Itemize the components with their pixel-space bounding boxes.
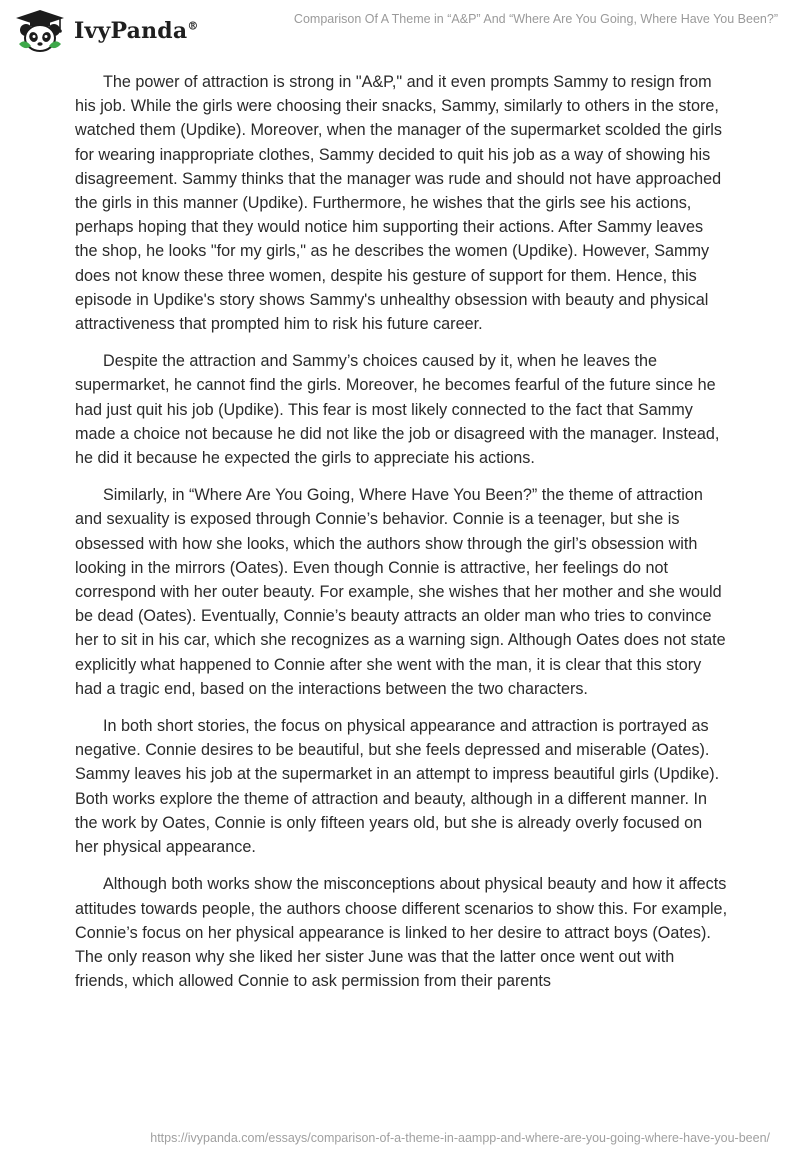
paragraph: Similarly, in “Where Are You Going, Where Have You Been?” the theme of attraction and sexuality is exposed through Connie’s behavior. Connie is a teenager, but she is obsessed with how she looks, which the authors show through the girl’s obsession with looking in the mirrors (Oates). Even though Connie is attractive, her feelings do not correspond with her outer beauty. For example, she wishes that her mother and she would be dead (Oates). Eventually, Connie’s beauty attracts an older man who tries to convince her to sit in his car, which she recognizes as a warning sign. Although Oates does not state explicitly what happened to Connie after she went with the man, it is clear that this story had a tragic end, based on the interactions between the two characters. (75, 486, 726, 698)
page-header (0, 0, 800, 60)
document-title: Comparison Of A Theme in “A&P” And “Where Are You Going, Where Have You Been?” (293, 12, 778, 26)
paragraph: The power of attraction is strong in "A&P," and it even prompts Sammy to resign from his job. While the girls were choosing their snacks, Sammy, similarly to others in the store, watched them (Updike). Moreover, when the manager of the supermarket scolded the girls for wearing inappropriate clothes, Sammy decided to quit his job as a way of showing his disagreement. Sammy thinks that the manager was rude and should not have approached the girls in this manner (Updike). Furthermore, he wishes that the girls see his actions, perhaps hoping that they would notice him supporting their actions. After Sammy leaves the shop, he looks "for my girls," as he describes the women (Updike). However, Sammy does not know these three women, despite his gesture of support for them. Hence, this episode in Updike's story shows Sammy's unhealthy obsession with beauty and physical attractiveness that prompted him to risk his future career. (75, 73, 722, 334)
paragraph: In both short stories, the focus on physical appearance and attraction is portrayed as negative. Connie desires to be beautiful, but she feels depressed and miserable (Oates). Sammy leaves his job at the supermarket in an attempt to impress beautiful girls (Updike). Both works explore the theme of attraction and beauty, although in a different manner. In the work by Oates, Connie is only fifteen years old, but she is already overly focused on her physical appearance. (75, 717, 720, 857)
paragraph: Although both works show the misconceptions about physical beauty and how it affects attitudes towards people, the authors choose different scenarios to show this. For example, Connie’s focus on her physical appearance is linked to her desire to attract boys (Oates). The only reason why she liked her sister June was that the latter once went out with friends, which allowed Connie to ask permission from their parents (75, 875, 728, 991)
essay-body (75, 70, 730, 1006)
ivypanda-logo[interactable] (14, 8, 199, 54)
paragraph: Despite the attraction and Sammy’s choices caused by it, when he leaves the supermarket, he cannot find the girls. Moreover, he becomes fearful of the future since he had just quit his job (Updike). This fear is most likely connected to the fact that Sammy made a choice not because he did not like the job or disagreed with the manager. Instead, he did it because he expected the girls to appreciate his actions. (75, 352, 720, 468)
source-url-link[interactable]: https://ivypanda.com/essays/comparison-of-a-theme-in-aampp-and-where-are-you-going-where-have-you-been/ (150, 1131, 770, 1145)
panda-graduate-icon (14, 8, 66, 54)
logo-text: IvyPanda® (74, 18, 199, 44)
